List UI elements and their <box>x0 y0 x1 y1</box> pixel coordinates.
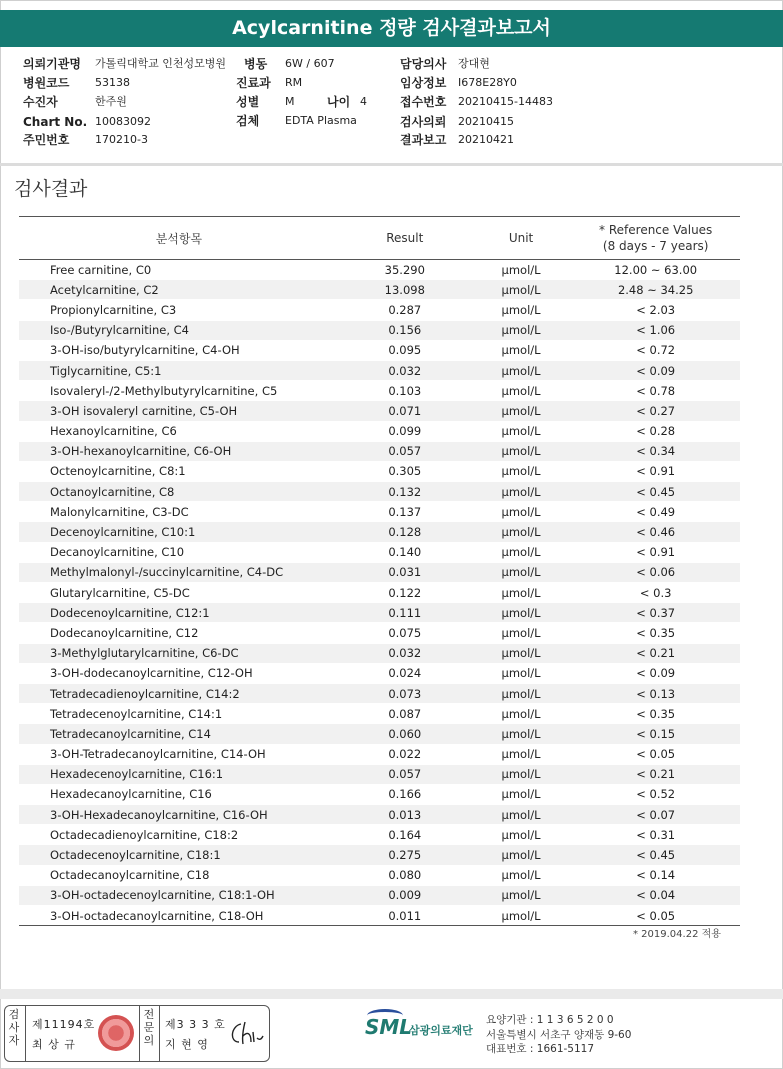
reference-value: < 0.15 <box>571 724 740 744</box>
analyte-name: 3-OH-octadecenoylcarnitine, C18:1-OH <box>19 885 339 905</box>
analyte-name: 3-OH isovaleryl carnitine, C5-OH <box>19 401 339 421</box>
examinee-label: 수진자 <box>23 95 58 109</box>
table-row <box>19 643 740 663</box>
doctor-value: 장대현 <box>458 57 490 70</box>
dept-value: RM <box>285 76 303 89</box>
unit-value: μmol/L <box>471 825 572 845</box>
section-title: 검사결과 <box>14 178 88 200</box>
result-value: 0.060 <box>339 724 471 744</box>
analyte-name: Hexadecanoylcarnitine, C16 <box>19 784 339 804</box>
result-value: 0.137 <box>339 502 471 522</box>
unit-value: μmol/L <box>471 461 572 481</box>
tester-name: 최 상 규 <box>32 1038 76 1051</box>
table-row <box>19 825 740 845</box>
col-ref-header <box>571 217 740 260</box>
unit-value: μmol/L <box>471 522 572 542</box>
results-table <box>19 216 740 926</box>
result-value: 35.290 <box>339 260 471 280</box>
table-row <box>19 885 740 905</box>
table-row <box>19 683 740 703</box>
table-row <box>19 421 740 441</box>
table-row <box>19 441 740 461</box>
analyte-name: Tetradecadienoylcarnitine, C14:2 <box>19 683 339 703</box>
result-value: 0.024 <box>339 663 471 683</box>
result-value: 13.098 <box>339 280 471 300</box>
result-value: 0.111 <box>339 603 471 623</box>
table-row <box>19 744 740 764</box>
reference-value: < 0.13 <box>571 683 740 703</box>
col-unit-header: Unit <box>471 217 572 260</box>
report-date-label: 결과보고 <box>400 133 447 147</box>
table-row <box>19 360 740 380</box>
care-code: 요양기관 : 1 1 3 6 5 2 0 0 <box>486 1014 614 1026</box>
table-header-row <box>19 217 740 260</box>
chart-no-value: 10083092 <box>95 115 151 128</box>
analyte-name: Tetradecenoylcarnitine, C14:1 <box>19 704 339 724</box>
analyte-name: Octanoylcarnitine, C8 <box>19 482 339 502</box>
reference-value: < 0.31 <box>571 825 740 845</box>
unit-value: μmol/L <box>471 663 572 683</box>
reference-value: < 0.05 <box>571 744 740 764</box>
table-row <box>19 623 740 643</box>
analyte-name: Methylmalonyl-/succinylcarnitine, C4-DC <box>19 562 339 582</box>
analyte-name: Hexanoylcarnitine, C6 <box>19 421 339 441</box>
org-info <box>486 1013 631 1057</box>
reference-value: < 0.04 <box>571 885 740 905</box>
analyte-name: 3-OH-hexanoylcarnitine, C6-OH <box>19 441 339 461</box>
unit-value: μmol/L <box>471 865 572 885</box>
result-value: 0.122 <box>339 583 471 603</box>
result-value: 0.099 <box>339 421 471 441</box>
result-value: 0.009 <box>339 885 471 905</box>
receipt-label: 접수번호 <box>400 95 447 109</box>
age-label: 나이 <box>327 95 351 109</box>
reference-value: < 0.21 <box>571 643 740 663</box>
result-value: 0.011 <box>339 906 471 926</box>
unit-value: μmol/L <box>471 260 572 280</box>
table-row <box>19 542 740 562</box>
result-value: 0.275 <box>339 845 471 865</box>
sex-label: 성별 <box>236 95 260 109</box>
unit-value: μmol/L <box>471 360 572 380</box>
result-value: 0.287 <box>339 300 471 320</box>
unit-value: μmol/L <box>471 643 572 663</box>
reference-value: < 0.91 <box>571 461 740 481</box>
id-label: 주민번호 <box>23 133 70 147</box>
patient-info-block <box>0 51 783 164</box>
col-result-header: Result <box>339 217 471 260</box>
ward-value: 6W / 607 <box>285 57 335 70</box>
unit-value: μmol/L <box>471 482 572 502</box>
unit-value: μmol/L <box>471 805 572 825</box>
org-phone: 대표번호 : 1661-5117 <box>486 1043 595 1055</box>
table-row <box>19 562 740 582</box>
id-value: 170210-3 <box>95 133 148 146</box>
reference-value: < 0.52 <box>571 784 740 804</box>
table-row <box>19 340 740 360</box>
result-value: 0.305 <box>339 461 471 481</box>
analyte-name: Tiglycarnitine, C5:1 <box>19 360 339 380</box>
analyte-name: 3-Methylglutarylcarnitine, C6-DC <box>19 643 339 663</box>
specimen-value: EDTA Plasma <box>285 114 357 127</box>
unit-value: μmol/L <box>471 744 572 764</box>
dept-label: 진료과 <box>236 76 271 90</box>
table-row <box>19 260 740 280</box>
hospital-code-value: 53138 <box>95 76 130 89</box>
org-name: 삼광의료재단 <box>409 1024 473 1037</box>
unit-value: μmol/L <box>471 704 572 724</box>
unit-value: μmol/L <box>471 542 572 562</box>
reference-value: < 0.91 <box>571 542 740 562</box>
table-row <box>19 461 740 481</box>
unit-value: μmol/L <box>471 401 572 421</box>
chart-no-label: Chart No. <box>23 115 88 129</box>
table-row <box>19 906 740 926</box>
reference-value: < 0.27 <box>571 401 740 421</box>
table-row <box>19 845 740 865</box>
hospital-code-label: 병원코드 <box>23 76 70 90</box>
analyte-name: Propionylcarnitine, C3 <box>19 300 339 320</box>
unit-value: μmol/L <box>471 421 572 441</box>
analyte-name: Acetylcarnitine, C2 <box>19 280 339 300</box>
reference-value: < 0.05 <box>571 906 740 926</box>
analyte-name: 3-OH-dodecanoylcarnitine, C12-OH <box>19 663 339 683</box>
handwritten-signature-icon <box>227 1018 265 1048</box>
table-row <box>19 784 740 804</box>
reference-value: < 0.14 <box>571 865 740 885</box>
specialist-name: 지 현 영 <box>165 1038 209 1051</box>
ref-header-line2: (8 days - 7 years) <box>602 239 709 253</box>
analyte-name: Decenoylcarnitine, C10:1 <box>19 522 339 542</box>
result-value: 0.075 <box>339 623 471 643</box>
unit-value: μmol/L <box>471 683 572 703</box>
reference-note: * 2019.04.22 적용 <box>633 929 721 940</box>
signature-box <box>4 1005 270 1062</box>
table-row <box>19 663 740 683</box>
table-row <box>19 583 740 603</box>
table-row <box>19 522 740 542</box>
examinee-value: 한주원 <box>95 95 127 108</box>
sig-divider <box>139 1006 140 1061</box>
result-value: 0.166 <box>339 784 471 804</box>
table-row <box>19 805 740 825</box>
age-value: 4 <box>360 95 367 108</box>
analyte-name: 3-OH-Tetradecanoylcarnitine, C14-OH <box>19 744 339 764</box>
unit-value: μmol/L <box>471 562 572 582</box>
analyte-name: Iso-/Butyrylcarnitine, C4 <box>19 320 339 340</box>
reference-value: < 0.3 <box>571 583 740 603</box>
reference-value: < 0.21 <box>571 764 740 784</box>
analyte-name: Octenoylcarnitine, C8:1 <box>19 461 339 481</box>
reference-value: < 0.72 <box>571 340 740 360</box>
result-value: 0.132 <box>339 482 471 502</box>
unit-value: μmol/L <box>471 906 572 926</box>
result-value: 0.156 <box>339 320 471 340</box>
result-value: 0.103 <box>339 381 471 401</box>
clinical-value: I678E28Y0 <box>458 76 517 89</box>
receipt-value: 20210415-14483 <box>458 95 553 108</box>
result-value: 0.128 <box>339 522 471 542</box>
table-row <box>19 320 740 340</box>
reference-value: < 0.35 <box>571 704 740 724</box>
table-row <box>19 381 740 401</box>
table-row <box>19 764 740 784</box>
reference-value: < 0.37 <box>571 603 740 623</box>
result-value: 0.140 <box>339 542 471 562</box>
unit-value: μmol/L <box>471 280 572 300</box>
reference-value: < 0.09 <box>571 663 740 683</box>
result-value: 0.164 <box>339 825 471 845</box>
table-row <box>19 300 740 320</box>
tester-license: 제11194호 <box>32 1018 96 1031</box>
analyte-name: Octadecadienoylcarnitine, C18:2 <box>19 825 339 845</box>
unit-value: μmol/L <box>471 300 572 320</box>
institution-label: 의뢰기관명 <box>23 57 81 71</box>
reference-value: < 0.49 <box>571 502 740 522</box>
reference-value: < 0.09 <box>571 360 740 380</box>
report-date-value: 20210421 <box>458 133 514 146</box>
analyte-name: Dodecenoylcarnitine, C12:1 <box>19 603 339 623</box>
reference-value: < 0.35 <box>571 623 740 643</box>
footer-divider <box>0 989 783 999</box>
result-value: 0.013 <box>339 805 471 825</box>
unit-value: μmol/L <box>471 724 572 744</box>
result-value: 0.022 <box>339 744 471 764</box>
table-row <box>19 704 740 724</box>
analyte-name: Free carnitine, C0 <box>19 260 339 280</box>
reference-value: < 0.78 <box>571 381 740 401</box>
reference-value: 2.48 ~ 34.25 <box>571 280 740 300</box>
analyte-name: 3-OH-octadecanoylcarnitine, C18-OH <box>19 906 339 926</box>
unit-value: μmol/L <box>471 583 572 603</box>
reference-value: < 1.06 <box>571 320 740 340</box>
seal-stamp-icon <box>98 1015 134 1051</box>
analyte-name: Isovaleryl-/2-Methylbutyrylcarnitine, C5 <box>19 381 339 401</box>
ref-header-line1: * Reference Values <box>599 223 713 237</box>
analyte-name: Glutarylcarnitine, C5-DC <box>19 583 339 603</box>
unit-value: μmol/L <box>471 441 572 461</box>
report-title: Acylcarnitine 정량 검사결과보고서 <box>0 10 783 47</box>
sig-divider <box>159 1006 160 1061</box>
analyte-name: Dodecanoylcarnitine, C12 <box>19 623 339 643</box>
result-value: 0.057 <box>339 764 471 784</box>
logo-text: SML <box>365 1015 413 1039</box>
col-item-header: 분석항목 <box>19 217 339 260</box>
specialist-license: 제3 3 3 호 <box>165 1018 226 1031</box>
result-value: 0.032 <box>339 643 471 663</box>
result-value: 0.057 <box>339 441 471 461</box>
request-label: 검사의뢰 <box>400 115 447 129</box>
institution-value: 가톨릭대학교 인천성모병원 <box>95 57 227 70</box>
org-address: 서울특별시 서초구 양재동 9-60 <box>486 1028 632 1041</box>
result-value: 0.095 <box>339 340 471 360</box>
result-value: 0.071 <box>339 401 471 421</box>
reference-value: 12.00 ~ 63.00 <box>571 260 740 280</box>
analyte-name: 3-OH-iso/butyrylcarnitine, C4-OH <box>19 340 339 360</box>
unit-value: μmol/L <box>471 885 572 905</box>
unit-value: μmol/L <box>471 381 572 401</box>
clinical-label: 임상정보 <box>400 76 447 90</box>
analyte-name: Octadecanoylcarnitine, C18 <box>19 865 339 885</box>
unit-value: μmol/L <box>471 340 572 360</box>
tester-label: 검사자 <box>8 1008 20 1047</box>
unit-value: μmol/L <box>471 623 572 643</box>
table-row <box>19 724 740 744</box>
table-row <box>19 502 740 522</box>
analyte-name: Hexadecenoylcarnitine, C16:1 <box>19 764 339 784</box>
result-value: 0.073 <box>339 683 471 703</box>
result-value: 0.087 <box>339 704 471 724</box>
sig-divider <box>25 1006 26 1061</box>
table-row <box>19 482 740 502</box>
unit-value: μmol/L <box>471 764 572 784</box>
analyte-name: Octadecenoylcarnitine, C18:1 <box>19 845 339 865</box>
table-row <box>19 401 740 421</box>
analyte-name: 3-OH-Hexadecanoylcarnitine, C16-OH <box>19 805 339 825</box>
table-row <box>19 865 740 885</box>
table-row <box>19 603 740 623</box>
unit-value: μmol/L <box>471 320 572 340</box>
specimen-label: 검체 <box>236 114 260 128</box>
header-divider <box>0 163 783 166</box>
reference-value: < 0.45 <box>571 482 740 502</box>
reference-value: < 2.03 <box>571 300 740 320</box>
specialist-label: 전문의 <box>143 1008 155 1047</box>
result-value: 0.031 <box>339 562 471 582</box>
unit-value: μmol/L <box>471 845 572 865</box>
reference-value: < 0.28 <box>571 421 740 441</box>
ward-label: 병동 <box>244 57 268 71</box>
result-value: 0.032 <box>339 360 471 380</box>
reference-value: < 0.06 <box>571 562 740 582</box>
reference-value: < 0.45 <box>571 845 740 865</box>
doctor-label: 담당의사 <box>400 57 447 71</box>
reference-value: < 0.07 <box>571 805 740 825</box>
result-value: 0.080 <box>339 865 471 885</box>
reference-value: < 0.46 <box>571 522 740 542</box>
analyte-name: Tetradecanoylcarnitine, C14 <box>19 724 339 744</box>
sex-value: M <box>285 95 295 108</box>
request-value: 20210415 <box>458 115 514 128</box>
unit-value: μmol/L <box>471 502 572 522</box>
reference-value: < 0.34 <box>571 441 740 461</box>
table-row <box>19 280 740 300</box>
analyte-name: Decanoylcarnitine, C10 <box>19 542 339 562</box>
unit-value: μmol/L <box>471 784 572 804</box>
analyte-name: Malonylcarnitine, C3-DC <box>19 502 339 522</box>
unit-value: μmol/L <box>471 603 572 623</box>
